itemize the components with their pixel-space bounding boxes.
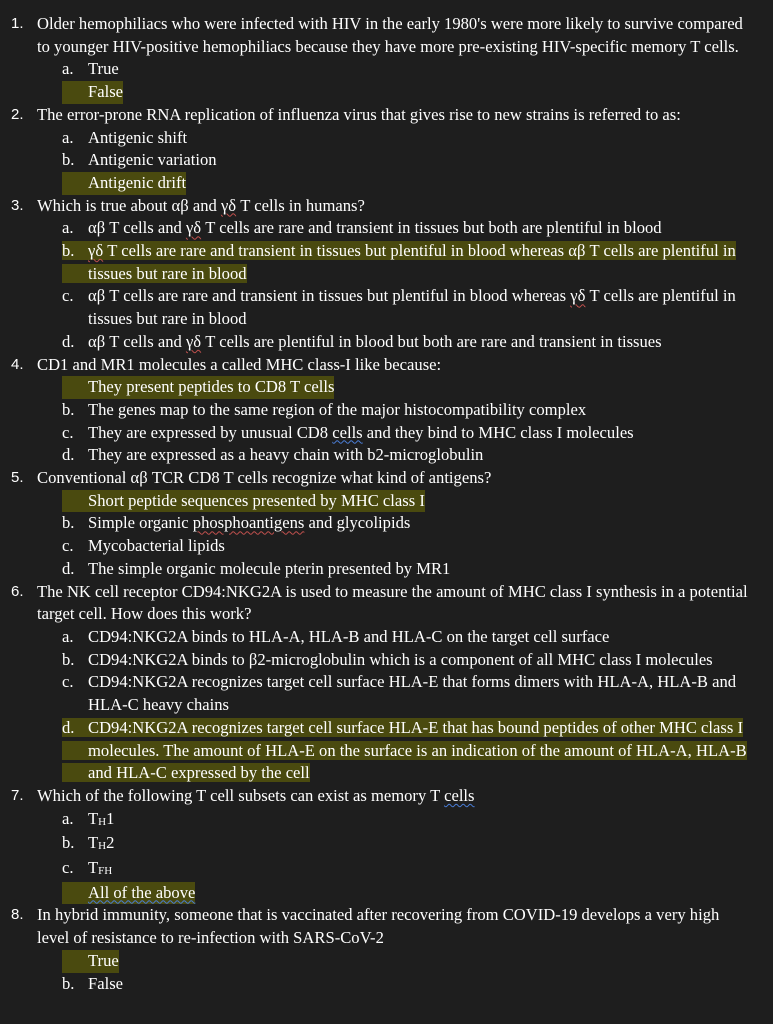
text-part: T cells are plentiful in tissues but rare in blood [88,286,736,329]
text-part: and glycolipids [304,513,411,533]
text-part: T cells are rare and transient in tissues but plentiful in blood whereas αβ T cells are plentiful in tissues but rare in blood [88,241,736,283]
option-text: The simple organic molecule pterin presented by MR1 [88,558,451,578]
option-text: They are expressed as a heavy chain with b2-microglobulin [88,445,484,465]
grammar-word: cells [444,785,475,805]
option-text: False [88,973,124,993]
option-letter: d. [62,445,75,465]
text-part: Simple organic [88,513,193,533]
question-number: 8. [11,906,24,924]
option-3c [0,285,773,330]
option-letter: c. [62,858,74,878]
question-text: CD1 and MR1 molecules a called MHC class-I like because: [37,354,442,374]
question-number: 6. [11,582,24,600]
option-3b-selected [0,240,773,285]
option-letter: c. [62,286,74,306]
option-letter: d. [62,331,75,351]
option-4c [0,422,773,445]
spellcheck-word: γδ [220,195,237,215]
text-part: T [88,808,99,828]
option-text: They present peptides to CD8 T cells [88,377,335,397]
question-5 [0,467,773,490]
option-8b [0,973,773,996]
option-letter: b. [62,513,75,533]
question-number: 1. [11,15,24,32]
answer-highlight [62,490,425,513]
question-4 [0,354,773,377]
option-6d-selected [0,717,773,785]
option-6c [0,671,773,716]
question-2 [0,104,773,127]
option-4a-selected [0,376,773,399]
spellcheck-word: γδ [185,218,202,238]
text-part: T [88,858,99,878]
option-letter: b. [62,399,75,419]
option-letter: c. [62,536,74,556]
option-letter: a. [62,218,74,238]
option-3d [0,331,773,354]
option-letter: b. [62,150,75,170]
answer-highlight [62,882,195,905]
text-part: T cells are plentiful in blood but both are rare and transient in tissues [201,331,662,351]
question-number: 2. [11,105,24,123]
text-part: They are expressed by unusual CD8 [88,422,333,442]
answer-highlight [62,950,119,973]
option-text: True [88,950,119,970]
spellcheck-word: phosphoantigens [192,513,305,533]
spellcheck-word: γδ [88,241,104,261]
option-text: False [88,82,124,102]
option-text: CD94:NKG2A recognizes target cell surface HLA-E that forms dimers with HLA-A, HLA-B and HLA-C heavy chains [88,672,737,715]
option-text: Antigenic shift [88,127,188,147]
question-8 [0,904,773,949]
question-text: Conventional αβ TCR CD8 T cells recognize what kind of antigens? [37,468,492,488]
option-6a [0,626,773,649]
question-6 [0,581,773,626]
option-text: True [88,59,119,79]
question-number: 4. [11,355,24,373]
option-letter: a. [62,808,74,828]
option-letter: a. [62,59,74,79]
option-2a [0,127,773,150]
text-part: 2 [106,833,115,853]
option-letter: d. [62,717,75,737]
option-text: Mycobacterial lipids [88,536,225,556]
option-letter: b. [62,833,75,853]
option-letter: a. [62,626,74,646]
question-number: 3. [11,196,24,214]
option-letter: c. [62,672,74,692]
text-part: Which is true about αβ and [37,195,221,215]
question-text: In hybrid immunity, someone that is vaccinated after recovering from COVID-19 develops a very high level of resistance to re-infection with SARS-CoV-2 [37,905,720,948]
option-text: CD94:NKG2A binds to HLA-A, HLA-B and HLA-C on the target cell surface [88,626,610,646]
option-1b-selected [0,81,773,104]
option-8a-selected [0,950,773,973]
option-letter: c. [62,422,74,442]
option-7c [0,857,773,882]
option-7a [0,808,773,833]
text-part: T cells are rare and transient in tissues but both are plentiful in blood [201,218,662,238]
option-5b [0,512,773,535]
option-letter: b. [62,241,75,261]
text-part: T [88,833,99,853]
question-number: 7. [11,786,24,804]
text-part: Which of the following T cell subsets can exist as memory T [37,785,445,805]
option-5d [0,558,773,581]
question-3 [0,195,773,218]
question-text [37,196,365,215]
option-7d-selected [0,882,773,905]
text-part: αβ T cells and [88,331,186,351]
text-part: 1 [106,808,115,828]
option-letter: b. [62,649,75,669]
option-letter: b. [62,973,75,993]
question-text: Older hemophiliacs who were infected with HIV in the early 1980's were more likely to survive compared to younger HIV-positive hemophiliacs because they have more pre-existing HIV-specific memory T cells. [37,14,743,56]
option-5c [0,535,773,558]
question-1 [0,13,773,58]
question-text [37,786,475,805]
option-1a [0,58,773,81]
answer-highlight [88,241,736,283]
answer-highlight [62,81,123,104]
text-part: and they bind to MHC class I molecules [362,422,634,442]
question-text: The NK cell receptor CD94:NKG2A is used to measure the amount of MHC class I synthesis in a potential target cell. How does this work? [37,581,748,624]
question-7 [0,785,773,808]
subscript: FH [98,865,113,878]
option-text: The genes map to the same region of the major histocompatibility complex [88,399,587,419]
option-3a [0,217,773,240]
option-text: Antigenic variation [88,150,217,170]
question-text: The error-prone RNA replication of influenza virus that gives rise to new strains is referred to as: [37,104,681,124]
question-number: 5. [11,469,24,487]
text-part: αβ T cells are rare and transient in tissues but plentiful in blood whereas [88,286,571,306]
text-part: αβ T cells and [88,218,186,238]
subscript: H [98,815,107,828]
option-text: Short peptide sequences presented by MHC class I [88,490,425,510]
option-7b [0,832,773,857]
subscript: H [98,840,107,853]
answer-highlight [62,376,334,399]
option-letter: a. [62,127,74,147]
option-text: All of the above [88,882,196,902]
option-text: CD94:NKG2A binds to β2-microglobulin which is a component of all MHC class I molecules [88,649,713,669]
answer-highlight [62,172,186,195]
option-2c-selected [0,172,773,195]
option-4d [0,444,773,467]
answer-highlight: CD94:NKG2A recognizes target cell surface HLA-E that has bound peptides of other MHC class I molecules. The amount of HLA-E on the surface is an indication of the amount of HLA-A, HLA-B and HLA-C expressed by the cell [88,717,747,783]
option-6b [0,649,773,672]
option-2b [0,149,773,172]
option-5a-selected [0,490,773,513]
grammar-word: cells [332,422,363,442]
spellcheck-word: γδ [185,331,202,351]
option-letter: d. [62,558,75,578]
option-4b [0,399,773,422]
text-part: T cells in humans? [236,195,365,215]
option-text: Antigenic drift [88,172,187,192]
spellcheck-word: γδ [570,286,586,306]
